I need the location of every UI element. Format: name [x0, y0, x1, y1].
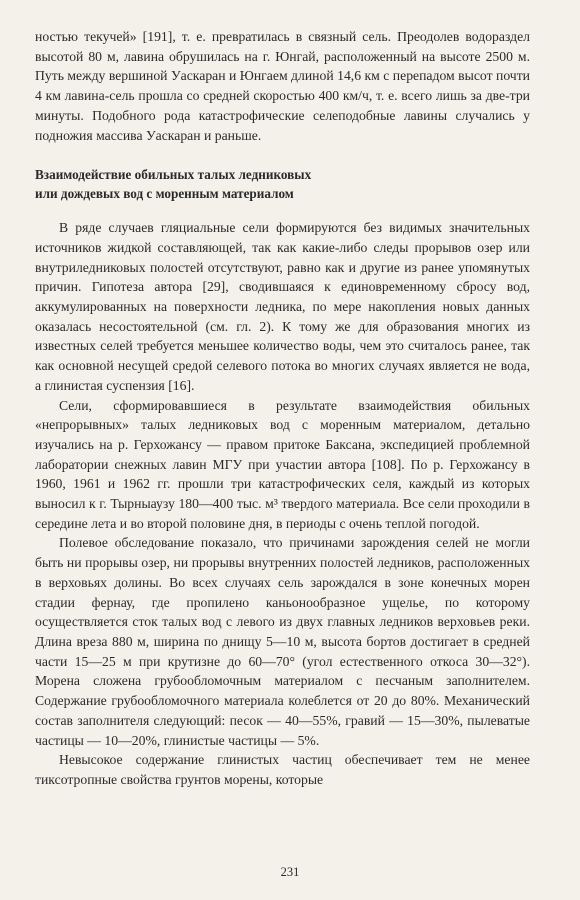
section-heading-line-1: Взаимодействие обильных талых ледниковых	[35, 167, 312, 183]
section-heading	[35, 145, 530, 218]
paragraph-4: Невысокое содержание глинистых частиц обеспечивает тем не менее тиксотропные свойства грунтов морены, которые	[35, 752, 530, 787]
paragraph-continuation: ностью текучей» [191], т. е. превратилась в связный сель. Преодолев водораздел высотой 80 м, лавина обрушилась на г. Юнгай, расположенный на высоте 2500 м. Путь между вершиной Уаскаран и Юнгаем длиной 14,6 км с перепадом высот почти 4 км лавина-сель прошла со средней скоростью 400 км/ч, т. е. всего лишь за две-три минуты. Подобного рода катастрофические селеподобные лавины случались у подножия массива Уаскаран и раньше.	[35, 29, 530, 143]
paragraph-3: Полевое обследование показало, что причинами зарождения селей не могли быть ни прорывы озер, ни прорывы внутренних полостей ледников, расположенных в верховьях долины. Во всех случаях сель зарождался в зоне конечных морен стадии фернау, где пропилено каньонообразное ущелье, по которому осуществляется сток талых вод с левого из двух главных ледников верховьев реки. Длина вреза 880 м, ширина по днищу 5—10 м, высота бортов достигает в средней части 15—25 м при крутизне до 60—70° (угол естественного откоса 30—32°). Морена сложена грубообломочным материалом с песчаным заполнителем. Содержание грубообломочного материала колеблется от 20 до 80%. Механический состав заполнителя следующий: песок — 40—55%, гравий — 15—30%, пылеватые частицы — 10—20%, глинистые частицы — 5%.	[35, 535, 530, 748]
section-heading-line-2: или дождевых вод с моренным материалом	[35, 186, 294, 202]
paragraph-1: В ряде случаев гляциальные сели формируются без видимых значительных источников жидкой составляющей, так как какие-либо следы прорывов озер или внутриледниковых полостей отсутствуют, равно как и другие из ранее упомянутых причин. Гипотеза автора [29], сводившаяся к единовременному сбросу вод, аккумулированных на поверхности ледника, по мере накопления новых данных оказалась несостоятельной (см. гл. 2). К тому же для образования многих из известных селей требуется меньшее количество воды, чем это считалось ранее, так как основной несущей средой селевого потока во многих случаях является не вода, а глинистая суспензия [16].	[35, 220, 530, 393]
page-number: 231	[280, 865, 300, 879]
paragraph-2: Сели, сформировавшиеся в результате взаимодействия обильных «непрорывных» талых ледниковых вод с моренным материалом, детально изучались на р. Герхожансу — правом притоке Баксана, экспедицией проблемной лаборатории снежных лавин МГУ при участии автора [108]. По р. Герхожансу в 1960, 1961 и 1962 гг. прошли три катастрофических селя, каждый из которых выносил к г. Тырныаузу 180—400 тыс. м³ твердого материала. Все сели проходили в середине лета и во второй половине дня, в периоды с очень теплой погодой.	[35, 397, 530, 531]
